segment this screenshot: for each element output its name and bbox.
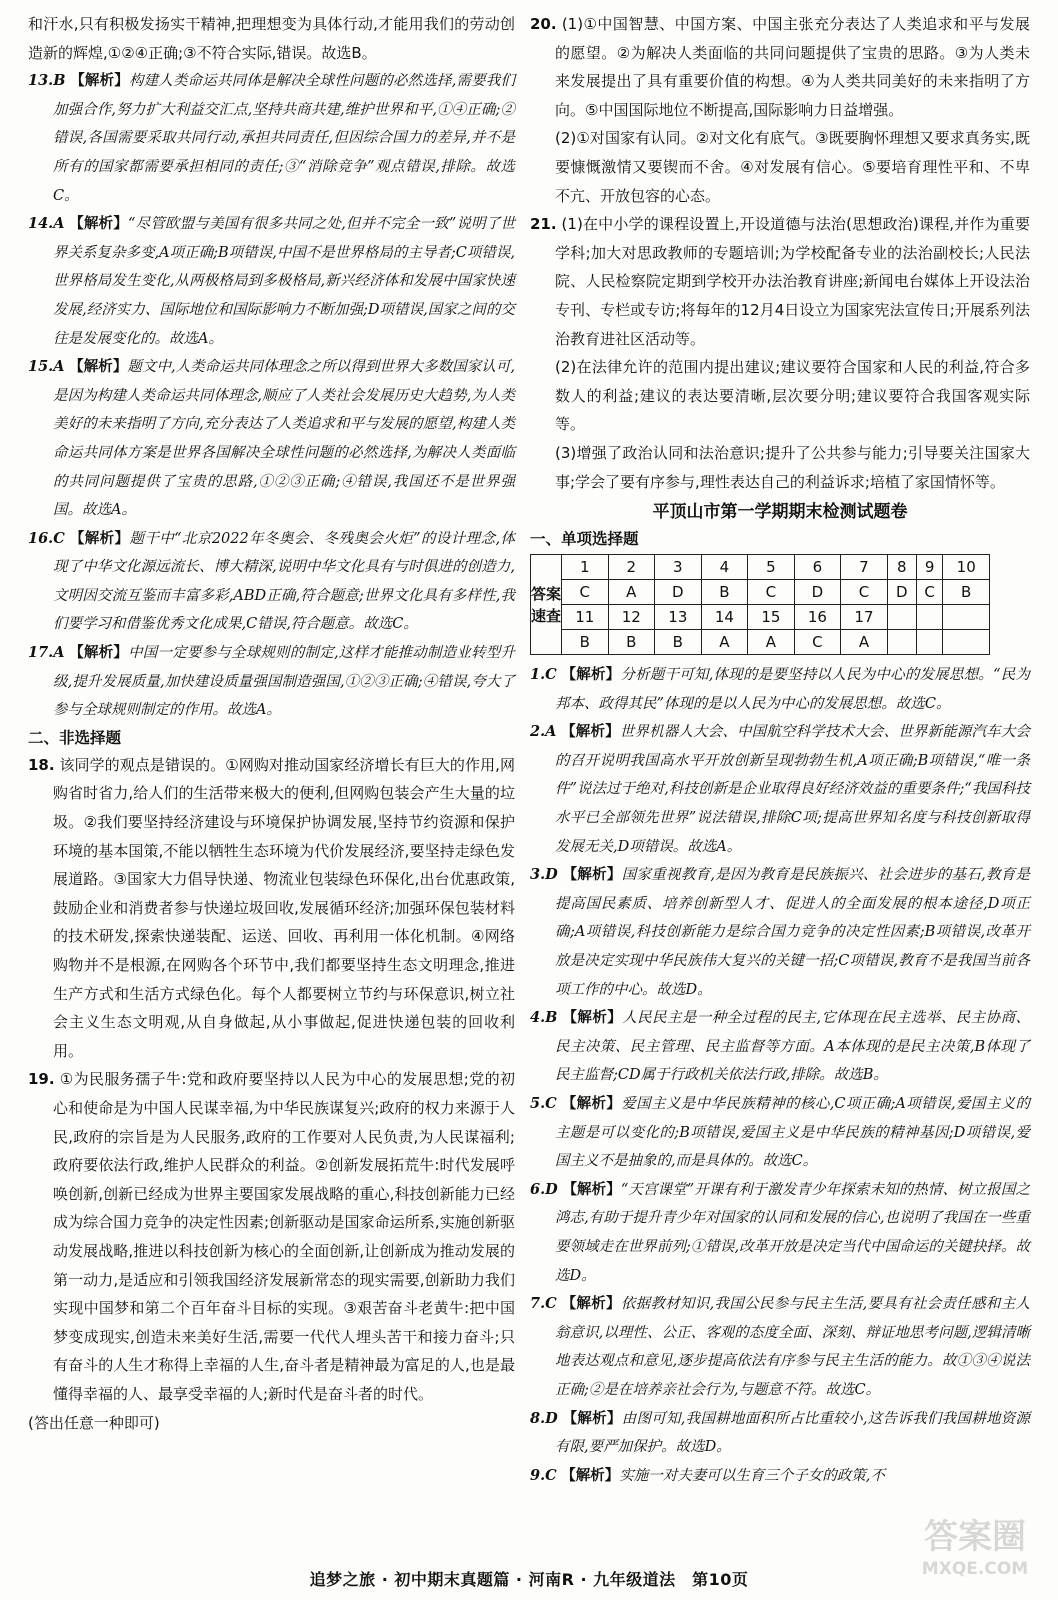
watermark-logo-text: 答案圈 (924, 1517, 1026, 1557)
table-cell (887, 630, 916, 655)
answer-quick-check-table (530, 554, 990, 655)
table-cell: 12 (608, 605, 655, 630)
table-cell: 14 (701, 605, 748, 630)
item-text: 由图可知,我国耕地面积所占比重较小,这告诉我们我国耕地资源有限,要严加保护。故选D。 (555, 1410, 1031, 1456)
item-text: 分析题干可知,体现的是要坚持以人民为中心的发展思想。“民为邦本、政得其民”体现的是以人民为中心的发展思想。故选C。 (555, 667, 1030, 712)
item-text: 国家重视教育,是因为教育是民族振兴、社会进步的基石,教育是提高国民素质、培养创新型人才、促进人的全面发展的根本途径,D项正确;A项错误,科技创新能力是综合国力竞争的决定性因素;B项错误,改革开放是决定实现中华民族伟大复兴的关键一招;C项错误,教育不是我国当前各项工作的中心。故选D。 (555, 867, 1031, 998)
table-cell: 6 (794, 555, 841, 580)
table-cell (887, 605, 916, 630)
table-cell: C (562, 580, 609, 605)
analysis-tag: 【解析】 (561, 724, 620, 741)
item-number: 2.A (530, 723, 557, 741)
answer-item (28, 10, 515, 67)
answer-item (530, 124, 1030, 210)
table-cell: 13 (655, 605, 702, 630)
table-cell: 17 (841, 605, 888, 630)
table-cell: 4 (701, 555, 748, 580)
item-number: 19. (28, 1070, 55, 1089)
item-text: 爱国主义是中华民族精神的核心,C项正确;A项错误,爱国主义的主题是可以变化的;B项错误,爱国主义是中华民族的精神基因;D项错误,爱国主义不是抽象的,而是具体的。故选C。 (555, 1096, 1031, 1170)
table-cell: 5 (748, 555, 795, 580)
item-number: 3.D (530, 866, 558, 884)
right-column-answers-20-21 (530, 10, 1030, 496)
item-number: 21. (530, 215, 557, 234)
item-number: 15.A (28, 358, 65, 376)
item-text: 世界机器人大会、中国航空科学技术大会、世界新能源汽车大会的召开说明我国高水平开放创新呈现勃勃生机,A项正确;B项错误,“唯一条件”说法过于绝对,科技创新是企业取得良好经济效益的重要条件;“我国科技水平已全部领先世界”说法错误,排除C项;提高世界知名度与科技创新取得发展无关,D项错误。故选A。 (555, 724, 1030, 855)
item-text: 实施一对夫妻可以生育三个子女的政策,不 (619, 1467, 885, 1484)
item-number: 6.D (530, 1180, 558, 1198)
item-number: 4.B (530, 1009, 558, 1027)
table-cell: 9 (916, 555, 943, 580)
item-number: 17.A (28, 644, 65, 662)
item-number: 1.C (530, 666, 557, 684)
item-text: 该同学的观点是错误的。①网购对推动国家经济增长有巨大的作用,网购省时省力,给人们的生活带来极大的便利,但网购包装会产生大量的垃圾。②我们要坚持经济建设与环境保护协调发展,坚持节约资源和保护环境的基本国策,不能以牺牲生态环境为代价发展经济,要坚持走绿色发展道路。③国家大力倡导快递、物流业包装绿色环保化,出台优惠政策,鼓励企业和消费者参与快递垃圾回收,发展循环经济;加强环保包装材料的技术研发,探索快递装配、运送、回收、再利用一体化机制。④网络购物并不是根源,在网购各个环节中,我们都要坚持生态文明理念,推进生产方式和生活方式绿色化。每个人都要树立节约与环保意识,树立社会主义生态文明观,从自身做起,从小事做起,促进快递包装的回收利用。 (53, 755, 515, 1060)
item-text: (2)①对国家有认同。②对文化有底气。③既要胸怀理想又要求真务实,既要慷慨激情又要锲而不舍。④对发展有信心。⑤要培育理性平和、不卑不亢、开放包容的心态。 (555, 129, 1030, 205)
answer-item (530, 439, 1030, 496)
answer-item (530, 661, 1030, 718)
left-column (28, 10, 515, 1437)
table-cell (943, 630, 990, 655)
item-text: 和汗水,只有积极发扬实干精神,把理想变为具体行动,才能用我们的劳动创造新的辉煌,①②④正确;③不符合实际,错误。故选B。 (28, 15, 515, 62)
table-cell: 3 (655, 555, 702, 580)
answer-item (530, 861, 1030, 1004)
item-number: 18. (28, 755, 55, 774)
table-cell: A (841, 630, 888, 655)
table-cell: A (608, 580, 655, 605)
table-cell: 1 (562, 555, 609, 580)
item-number: 16.C (28, 529, 65, 547)
watermark-logo (900, 1515, 1050, 1595)
answer-item (530, 718, 1030, 861)
item-text: ①为民服务孺子牛:党和政府要坚持以人民为中心的发展思想;党的初心和使命是为中国人民谋幸福,为中华民族谋复兴;政府的权力来源于人民,政府的宗旨是为人民服务,政府的工作要对人民负责,为人民谋福利;政府要依法行政,维护人民群众的利益。②创新发展拓荒牛:时代发展呼唤创新,创新已经成为世界主要国家发展战略的重心,科技创新能力已经成为综合国力竞争的决定性因素;创新驱动是国家命运所系,实施创新驱动发展战略,推进以科技创新为核心的全面创新,让创新成为推动发展的第一动力,是适应和引领我国经济发展新常态的现实需要,创新助力我们实现中国梦和第二个百年奋斗目标的实现。③艰苦奋斗老黄牛:把中国梦变成现实,创造未来美好生活,需要一代代人埋头苦干和接力奋斗;只有奋斗的人生才称得上幸福的人生,奋斗者是精神最为富足的人,也是最懂得幸福的人、最享受幸福的人;新时代是奋斗者的时代。 (53, 1070, 515, 1403)
item-number: 9.C (530, 1466, 557, 1484)
answer-item (28, 67, 515, 210)
answer-item (530, 353, 1030, 439)
item-number: 8.D (530, 1409, 558, 1427)
table-cell (916, 630, 943, 655)
item-text: 中国一定要参与全球规则的制定,这样才能推动制造业转型升级,提升发展质量,加快建设质量强国制造强国,①②③正确;④错误,夸大了参与全球规则制定的作用。故选A。 (53, 645, 515, 719)
right-column (530, 10, 1030, 1490)
table-cell: B (608, 630, 655, 655)
table-cell: 8 (887, 555, 916, 580)
analysis-tag: 【解析】 (69, 216, 129, 233)
analysis-tag: 【解析】 (562, 867, 622, 884)
item-text: (答出任意一种即可) (28, 1413, 160, 1432)
table-cell: C (841, 580, 888, 605)
item-text: 构建人类命运共同体是解决全球性问题的必然选择,需要我们加强合作,努力扩大利益交汇点,坚持共商共建,维护世界和平,①④正确;②错误,各国需要采取共同行动,承担共同责任,但因综合国力的差异,并不是所有的国家都需要承担相同的责任;③“消除竞争”观点错误,排除。故选C。 (53, 73, 516, 204)
answer-item (530, 1004, 1030, 1090)
analysis-tag: 【解析】 (562, 1181, 621, 1198)
answer-item (28, 525, 515, 639)
answer-item (28, 1409, 515, 1438)
table-cell (943, 605, 990, 630)
item-number: 7.C (530, 1295, 557, 1313)
table-cell: A (748, 630, 795, 655)
answer-item (28, 353, 515, 525)
analysis-tag: 【解析】 (562, 1010, 623, 1027)
item-text: (2)在法律允许的范围内提出建议;建议要符合国家和人民的利益,符合多数人的利益;建议的表达要清晰,层次要分明;建议要符合我国客观实际等。 (555, 358, 1030, 434)
item-number: 5.C (530, 1095, 557, 1112)
answer-item (530, 1176, 1030, 1290)
answer-item (530, 10, 1030, 124)
answer-table-label: 答案速查 (531, 555, 562, 655)
table-cell: D (655, 580, 702, 605)
table-cell: 15 (748, 605, 795, 630)
item-number: 13.B (28, 72, 66, 90)
analysis-tag: 【解析】 (561, 667, 621, 684)
watermark-url: MXQE.COM (921, 1559, 1029, 1579)
exam-title: 平顶山市第一学期期末检测试题卷 (652, 502, 908, 523)
analysis-tag: 【解析】 (69, 530, 130, 547)
table-cell: 2 (608, 555, 655, 580)
answer-item (530, 1462, 1030, 1491)
answer-item (28, 210, 515, 353)
item-text: 人民民主是一种全过程的民主,它体现在民主选举、民主协商、民主决策、民主管理、民主监督等方面。A本体现的是民主决策,B体现了民主监督;CD属于行政机关依法行政,排除。故选B。 (555, 1010, 1031, 1084)
table-cell: D (794, 580, 841, 605)
page-footer: 追梦之旅 · 初中期末真题篇 · 河南R · 九年级道法 第10页 (309, 1570, 749, 1589)
analysis-tag: 【解析】 (561, 1467, 620, 1484)
table-cell: C (794, 630, 841, 655)
item-text: (1)①中国智慧、中国方案、中国主张充分表达了人类追求和平与发展的愿望。②为解决人类面临的共同问题提供了宝贵的思路。③为人类未来发展提出了具有重要价值的构想。④为人类共同美好的未来指明了方向。⑤中国国际地位不断提高,国际影响力日益增强。 (555, 15, 1030, 119)
item-number: 14.A (28, 215, 65, 233)
table-cell: D (887, 580, 916, 605)
analysis-tag: 【解析】 (561, 1296, 621, 1313)
table-cell: B (562, 630, 609, 655)
answer-item (28, 751, 515, 1066)
section-heading-single-choice: 一、单项选择题 (530, 530, 639, 549)
table-cell: B (701, 580, 748, 605)
analysis-tag: 【解析】 (562, 1410, 622, 1427)
table-cell: A (701, 630, 748, 655)
item-text: “天宫课堂”开课有利于激发青少年探索未知的热情、树立报国之鸿志,有助于提升青少年对国家的认同和发展的信心,也说明了我国在一些重要领域走在世界前列;①错误,改革开放是决定当代中国命运的关键抉择。故选D。 (555, 1181, 1031, 1284)
answer-item (530, 1290, 1030, 1404)
item-text: 题干中“北京2022年冬奥会、冬残奥会火炬”的设计理念,体现了中华文化源远流长、博大精深,说明中华文化具有与时俱进的创造力,文明因交流互鉴而丰富多彩,ABD正确,符合题意;世界文化具有多样性,我们要学习和借鉴优秀文化成果,C错误,符合题意。故选C。 (53, 530, 516, 633)
analysis-tag: 【解析】 (69, 645, 129, 662)
table-cell: 11 (562, 605, 609, 630)
analysis-tag: 【解析】 (561, 1096, 622, 1112)
item-text: 题文中,人类命运共同体理念之所以得到世界大多数国家认可,是因为构建人类命运共同体理念,顺应了人类社会发展历史大趋势,为人类美好的未来指明了方向,充分表达了人类追求和平与发展的愿望,构建人类命运共同体方案是世界各国解决全球性问题的必然选择,为解决人类面临的共同问题提供了宝贵的思路,①②③正确;④错误,我国还不是世界强国。故选A。 (53, 359, 516, 519)
table-cell (916, 605, 943, 630)
analysis-tag: 【解析】 (69, 359, 128, 376)
table-cell: C (748, 580, 795, 605)
table-cell: B (655, 630, 702, 655)
table-cell: C (916, 580, 943, 605)
item-text: (1)在中小学的课程设置上,开设道德与法治(思想政治)课程,并作为重要学科;加大对思政教师的专题培训;为学校配备专业的法治副校长;人民法院、人民检察院定期到学校开办法治教育讲座;新闻电台媒体上开设法治专刊、专栏或专访;将每年的12月4日设立为国家宪法宣传日;开展系列法治教育进社区活动等。 (555, 215, 1030, 348)
answer-item (28, 1065, 515, 1408)
answer-item (28, 639, 515, 725)
right-column-explanations (530, 661, 1030, 1490)
table-cell: 16 (794, 605, 841, 630)
analysis-tag: 【解析】 (70, 73, 129, 90)
item-text: “尽管欧盟与美国有很多共同之处,但并不完全一致”说明了世界关系复杂多变,A项正确;B项错误,中国不是世界格局的主导者;C项错误,世界格局发生变化,从两极格局到多极格局,新兴经济体和发展中国家快速发展,经济实力、国际地位和国际影响力不断加强;D项错误,国家之间的交往是发展变化的。故选A。 (53, 216, 515, 347)
item-number: 20. (530, 15, 557, 33)
table-cell: 10 (943, 555, 990, 580)
section-heading: 二、非选择题 (28, 728, 122, 747)
table-cell: B (943, 580, 990, 605)
answer-item (530, 210, 1030, 353)
item-text: 依据教材知识,我国公民参与民主生活,要具有社会责任感和主人翁意识,以理性、公正、客观的态度全面、深刻、辩证地思考问题,逻辑清晰地表达观点和意见,逐步提高依法有序参与民主生活的能力。故①③④说法正确;②是在培养亲社会行为,与题意不符。故选C。 (555, 1296, 1031, 1398)
table-cell: 7 (841, 555, 888, 580)
answer-item (530, 1405, 1030, 1462)
item-text: (3)增强了政治认同和法治意识;提升了公共参与能力;引导要关注国家大事;学会了要有序参与,理性表达自己的利益诉求;培植了家国情怀等。 (555, 443, 1030, 491)
answer-item (530, 1090, 1030, 1176)
